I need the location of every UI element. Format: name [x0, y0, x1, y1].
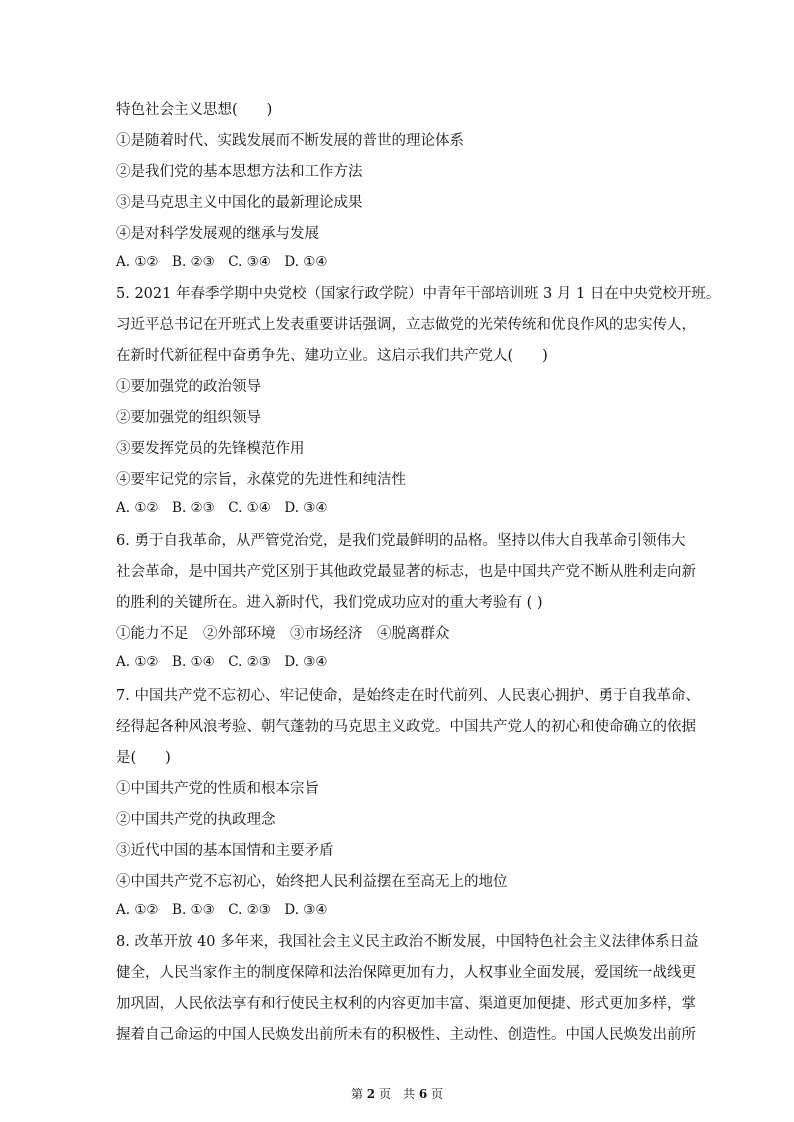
text-line: ②是我们党的基本思想方法和工作方法: [116, 164, 363, 180]
footer-prefix: 第: [350, 1087, 363, 1101]
footer-middle: 页 共: [378, 1087, 415, 1101]
answer-choices: A. ①② B. ②③ C. ③④ D. ①④: [116, 254, 328, 270]
text-line: ①是随着时代、实践发展而不断发展的普世的理论体系: [116, 133, 464, 149]
text-line: ③近代中国的基本国情和主要矛盾: [116, 843, 334, 859]
text-line: ②中国共产党的执政理念: [116, 812, 276, 828]
text-line: 在新时代新征程中奋勇争先、建功立业。这启示我们共产党人( ): [116, 348, 548, 364]
text-line: ④是对科学发展观的继承与发展: [116, 226, 319, 242]
text-line: ④中国共产党不忘初心，始终把人民利益摆在至高无上的地位: [116, 874, 508, 890]
text-line: 经得起各种风浪考验、朝气蓬勃的马克思主义政党。中国共产党人的初心和使命确立的依据: [116, 719, 696, 735]
text-line: ①能力不足 ②外部环境 ③市场经济 ④脱离群众: [116, 626, 450, 642]
question-text: 6. 勇于自我革命，从严管党治党，是我们党最鲜明的品格。坚持以伟大自我革命引领伟大: [116, 533, 686, 549]
footer-suffix: 页: [431, 1087, 444, 1101]
text-line: ③要发挥党员的先锋模范作用: [116, 441, 305, 457]
total-page-count: 6: [418, 1087, 428, 1101]
question-text: 5. 2021 年春季学期中央党校（国家行政学院）中青年干部培训班 3 月 1 日在中央党校开班。: [116, 286, 721, 302]
answer-choices: A. ①② B. ①④ C. ②③ D. ③④: [116, 654, 328, 670]
text-line: ①要加强党的政治领导: [116, 379, 261, 395]
text-line: 社会革命，是中国共产党区别于其他政党最显著的标志，也是中国共产党不断从胜利走向新: [116, 564, 696, 580]
answer-choices: A. ①② B. ①③ C. ②③ D. ③④: [116, 902, 328, 918]
text-line: 的胜利的关键所在。进入新时代，我们党成功应对的重大考验有 ( ): [116, 595, 543, 611]
text-line: 加巩固，人民依法享有和行使民主权利的内容更加丰富、渠道更加便捷、形式更加多样，掌: [116, 996, 696, 1012]
question-text: 7. 中国共产党不忘初心、牢记使命，是始终走在时代前列、人民衷心拥护、勇于自我革命、: [116, 688, 700, 704]
text-line: ③是马克思主义中国化的最新理论成果: [116, 195, 363, 211]
text-line: 习近平总书记在开班式上发表重要讲话强调，立志做党的光荣传统和优良作风的忠实传人，: [116, 317, 696, 333]
answer-choices: A. ①② B. ②③ C. ①④ D. ③④: [116, 500, 328, 516]
text-line: 握着自己命运的中国人民焕发出前所未有的积极性、主动性、创造性。中国人民焕发出前所: [116, 1027, 696, 1043]
text-line: ②要加强党的组织领导: [116, 410, 261, 426]
current-page-number: 2: [366, 1087, 376, 1101]
text-line: ④要牢记党的宗旨，永葆党的先进性和纯洁性: [116, 472, 406, 488]
text-line: 特色社会主义思想( ): [116, 102, 273, 118]
page-footer: [0, 1086, 794, 1102]
text-line: 是( ): [116, 750, 171, 766]
text-line: ①中国共产党的性质和根本宗旨: [116, 781, 319, 797]
text-line: 健全，人民当家作主的制度保障和法治保障更加有力，人权事业全面发展，爱国统一战线更: [116, 965, 696, 981]
question-text: 8. 改革开放 40 多年来，我国社会主义民主政治不断发展，中国特色社会主义法律体系日益: [116, 934, 699, 950]
